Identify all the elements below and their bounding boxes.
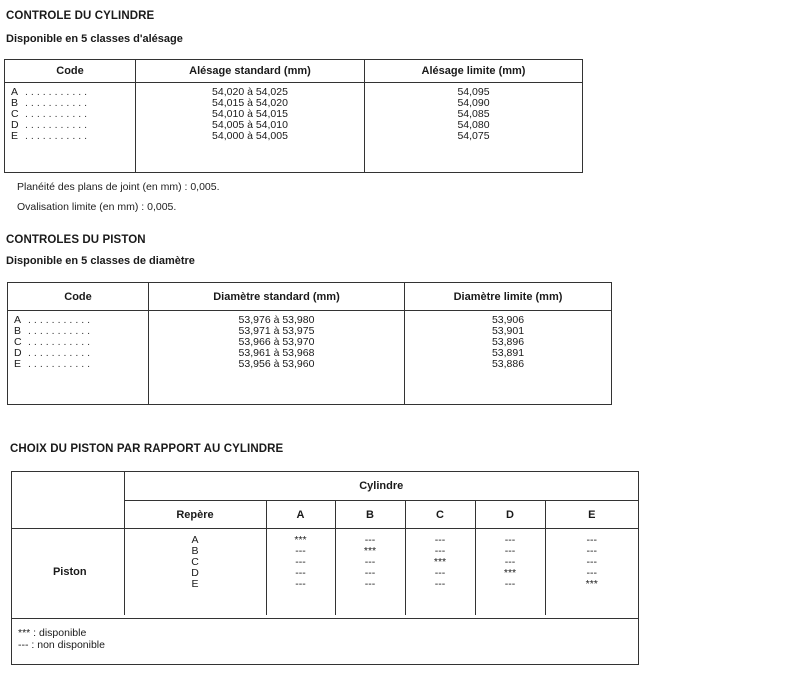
dot-leader: ...........: [28, 314, 94, 326]
piston-section-subtitle: Disponible en 5 classes de diamètre: [6, 255, 195, 267]
cell-value: 54,000 à 54,005: [212, 130, 288, 142]
matrix-column-a: [266, 529, 335, 616]
code-row: [14, 359, 148, 370]
matrix-cell: ***: [433, 556, 447, 568]
choice-section-title: CHOIX DU PISTON PAR RAPPORT AU CYLINDRE: [10, 443, 284, 455]
dot-leader: ...........: [25, 130, 91, 142]
cell-value: 54,085: [457, 108, 490, 120]
matrix-cell: ---: [295, 545, 306, 557]
matrix-cell: ---: [295, 567, 306, 579]
cylinder-limit-column: [365, 83, 583, 173]
cell-value: 54,090: [457, 97, 490, 109]
cylinder-section-subtitle: Disponible en 5 classes d'alésage: [6, 33, 183, 45]
code-letter: B: [14, 325, 22, 337]
legend-unavailable: --- : non disponible: [18, 639, 105, 651]
dot-leader: ...........: [28, 347, 94, 359]
cell-value: 53,966 à 53,970: [238, 336, 315, 348]
row-label: C: [191, 556, 199, 568]
column-header-b: B: [335, 501, 405, 529]
cell-value: 54,095: [457, 86, 490, 98]
legend: [18, 627, 105, 651]
cell-value: 53,976 à 53,980: [238, 314, 315, 326]
cell-value: 54,080: [457, 119, 490, 131]
dot-leader: ...........: [25, 86, 91, 98]
cell-value: 53,896: [491, 336, 525, 348]
row-label: B: [191, 545, 199, 557]
cylinder-header-code: Code: [5, 60, 136, 83]
piston-row-label: Piston: [12, 529, 124, 616]
cell-value: 53,961 à 53,968: [238, 347, 315, 359]
cell-value: 53,906: [491, 314, 525, 326]
cell-value: 54,015 à 54,020: [212, 97, 288, 109]
piston-header-limit: Diamètre limite (mm): [405, 283, 612, 311]
column-header-e: E: [545, 501, 638, 529]
legend-divider: [12, 618, 638, 619]
matrix-cell: ---: [504, 534, 516, 546]
matrix-cell: ---: [434, 567, 446, 579]
matrix-cell: ---: [586, 556, 597, 568]
matrix-cell: ---: [434, 534, 446, 546]
dot-leader: ...........: [28, 325, 94, 337]
code-letter: A: [14, 314, 22, 326]
piston-section-title: CONTROLES DU PISTON: [6, 234, 146, 246]
piston-header-code: Code: [8, 283, 149, 311]
matrix-column-d: [475, 529, 545, 616]
cell-value: 54,075: [457, 130, 490, 142]
code-row: [11, 131, 135, 142]
matrix-column-b: [335, 529, 405, 616]
repere-header: Repère: [124, 501, 266, 529]
cell-value: 53,971 à 53,975: [238, 325, 315, 337]
dot-leader: ...........: [25, 108, 91, 120]
column-header-c: C: [405, 501, 475, 529]
cylinder-header: Cylindre: [124, 472, 638, 501]
cell-value: 54,010 à 54,015: [212, 108, 288, 120]
code-letter: C: [14, 336, 22, 348]
matrix-cell: ---: [295, 556, 306, 568]
piston-table: [7, 282, 612, 405]
matrix-cell: ---: [504, 556, 516, 568]
matrix-column-e: [545, 529, 638, 616]
code-letter: B: [11, 97, 19, 109]
matrix-cell: ---: [364, 578, 376, 590]
code-letter: D: [14, 347, 22, 359]
code-letter: A: [11, 86, 19, 98]
matrix-cell: ---: [434, 545, 446, 557]
code-letter: D: [11, 119, 19, 131]
matrix-cell: ---: [586, 545, 597, 557]
cell-value: 53,886: [491, 358, 525, 370]
choice-table-box: [11, 471, 639, 665]
piston-code-column: [8, 311, 149, 405]
dot-leader: ...........: [28, 358, 94, 370]
matrix-cell: ---: [295, 578, 306, 590]
row-label: E: [191, 578, 199, 590]
code-letter: E: [14, 358, 22, 370]
repere-column: [124, 529, 266, 616]
column-header-d: D: [475, 501, 545, 529]
matrix-cell: ***: [363, 545, 377, 557]
row-label: D: [191, 567, 199, 579]
code-letter: E: [11, 130, 19, 142]
matrix-cell: ***: [585, 578, 598, 590]
piston-header-standard: Diamètre standard (mm): [149, 283, 405, 311]
cylinder-section-title: CONTROLE DU CYLINDRE: [6, 10, 155, 22]
cylinder-code-column: [5, 83, 136, 173]
ovalization-note: Ovalisation limite (en mm) : 0,005.: [17, 201, 177, 213]
matrix-cell: ---: [504, 545, 516, 557]
cylinder-header-limit: Alésage limite (mm): [365, 60, 583, 83]
cylinder-table: [4, 59, 583, 173]
matrix-cell: ---: [364, 567, 376, 579]
cell-value: 54,005 à 54,010: [212, 119, 288, 131]
dot-leader: ...........: [28, 336, 94, 348]
matrix-cell: ---: [364, 556, 376, 568]
legend-available: *** : disponible: [18, 627, 87, 639]
matrix-cell: ---: [364, 534, 376, 546]
dot-leader: ...........: [25, 119, 91, 131]
piston-standard-column: [149, 311, 405, 405]
cylinder-header-standard: Alésage standard (mm): [136, 60, 365, 83]
cell-value: 54,020 à 54,025: [212, 86, 288, 98]
dot-leader: ...........: [25, 97, 91, 109]
matrix-cell: ---: [504, 578, 516, 590]
cell-value: 53,901: [491, 325, 525, 337]
matrix-cell: ---: [586, 534, 597, 546]
matrix-cell: ---: [434, 578, 446, 590]
matrix-cell: ---: [586, 567, 597, 579]
choice-table: [12, 472, 638, 615]
matrix-cell: ***: [294, 534, 307, 546]
row-label: A: [191, 534, 199, 546]
matrix-column-c: [405, 529, 475, 616]
piston-limit-column: [405, 311, 612, 405]
flatness-note: Planéité des plans de joint (en mm) : 0,005.: [17, 181, 220, 193]
cell-value: 53,956 à 53,960: [238, 358, 315, 370]
cell-value: 53,891: [491, 347, 525, 359]
matrix-cell: ***: [503, 567, 517, 579]
column-header-a: A: [266, 501, 335, 529]
cylinder-standard-column: [136, 83, 365, 173]
code-letter: C: [11, 108, 19, 120]
